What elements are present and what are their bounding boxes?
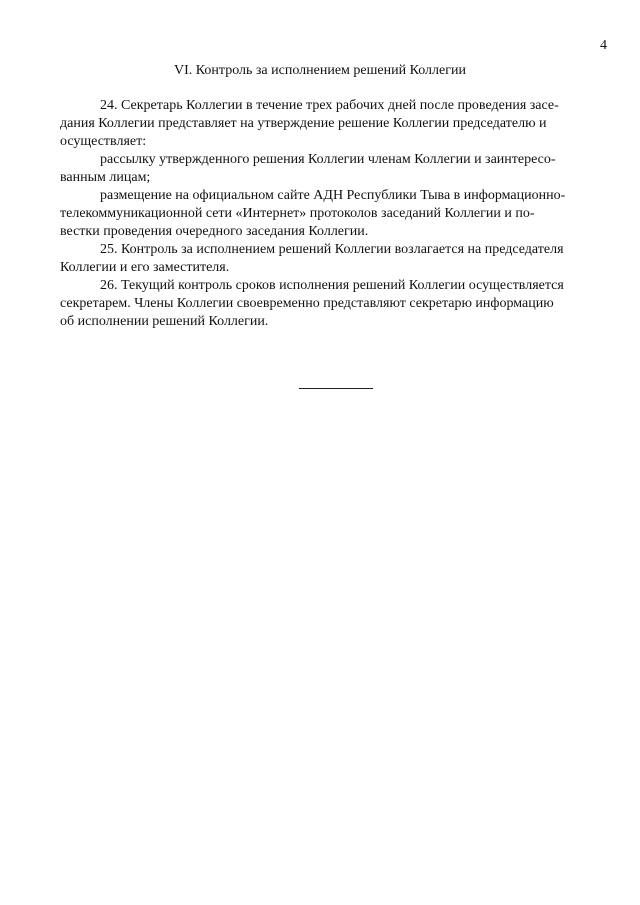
paragraph-line: телекоммуникационной сети «Интернет» протоколов заседаний Коллегии и по- [60, 206, 535, 221]
paragraph-line: секретарем. Члены Коллегии своевременно представляют секретарю информацию [60, 296, 554, 311]
paragraph-line: 24. Секретарь Коллегии в течение трех рабочих дней после проведения засе- [100, 98, 559, 113]
paragraph-line: 25. Контроль за исполнением решений Коллегии возлагается на председателя [100, 242, 564, 257]
paragraph-line: ванным лицам; [60, 170, 151, 185]
page-number: 4 [600, 38, 607, 53]
paragraph-line: 26. Текущий контроль сроков исполнения решений Коллегии осуществляется [100, 278, 564, 293]
paragraph-line: вестки проведения очередного заседания Коллегии. [60, 224, 369, 239]
paragraph-distribution [60, 151, 610, 187]
paragraph-line: осуществляет: [60, 134, 147, 149]
paragraph-25 [60, 241, 610, 277]
paragraph-24 [60, 97, 610, 151]
paragraph-line: Коллегии и его заместителя. [60, 260, 230, 275]
paragraph-26 [60, 277, 610, 331]
paragraph-line: размещение на официальном сайте АДН Республики Тыва в информационно- [100, 188, 566, 203]
document-body [60, 97, 610, 331]
end-divider [299, 388, 373, 389]
paragraph-line: об исполнении решений Коллегии. [60, 314, 269, 329]
paragraph-line: рассылку утвержденного решения Коллегии членам Коллегии и заинтересо- [100, 152, 556, 167]
paragraph-publication [60, 187, 610, 241]
section-title: VI. Контроль за исполнением решений Коллегии [174, 63, 466, 78]
paragraph-line: дания Коллегии представляет на утверждение решение Коллегии председателю и [60, 116, 547, 131]
